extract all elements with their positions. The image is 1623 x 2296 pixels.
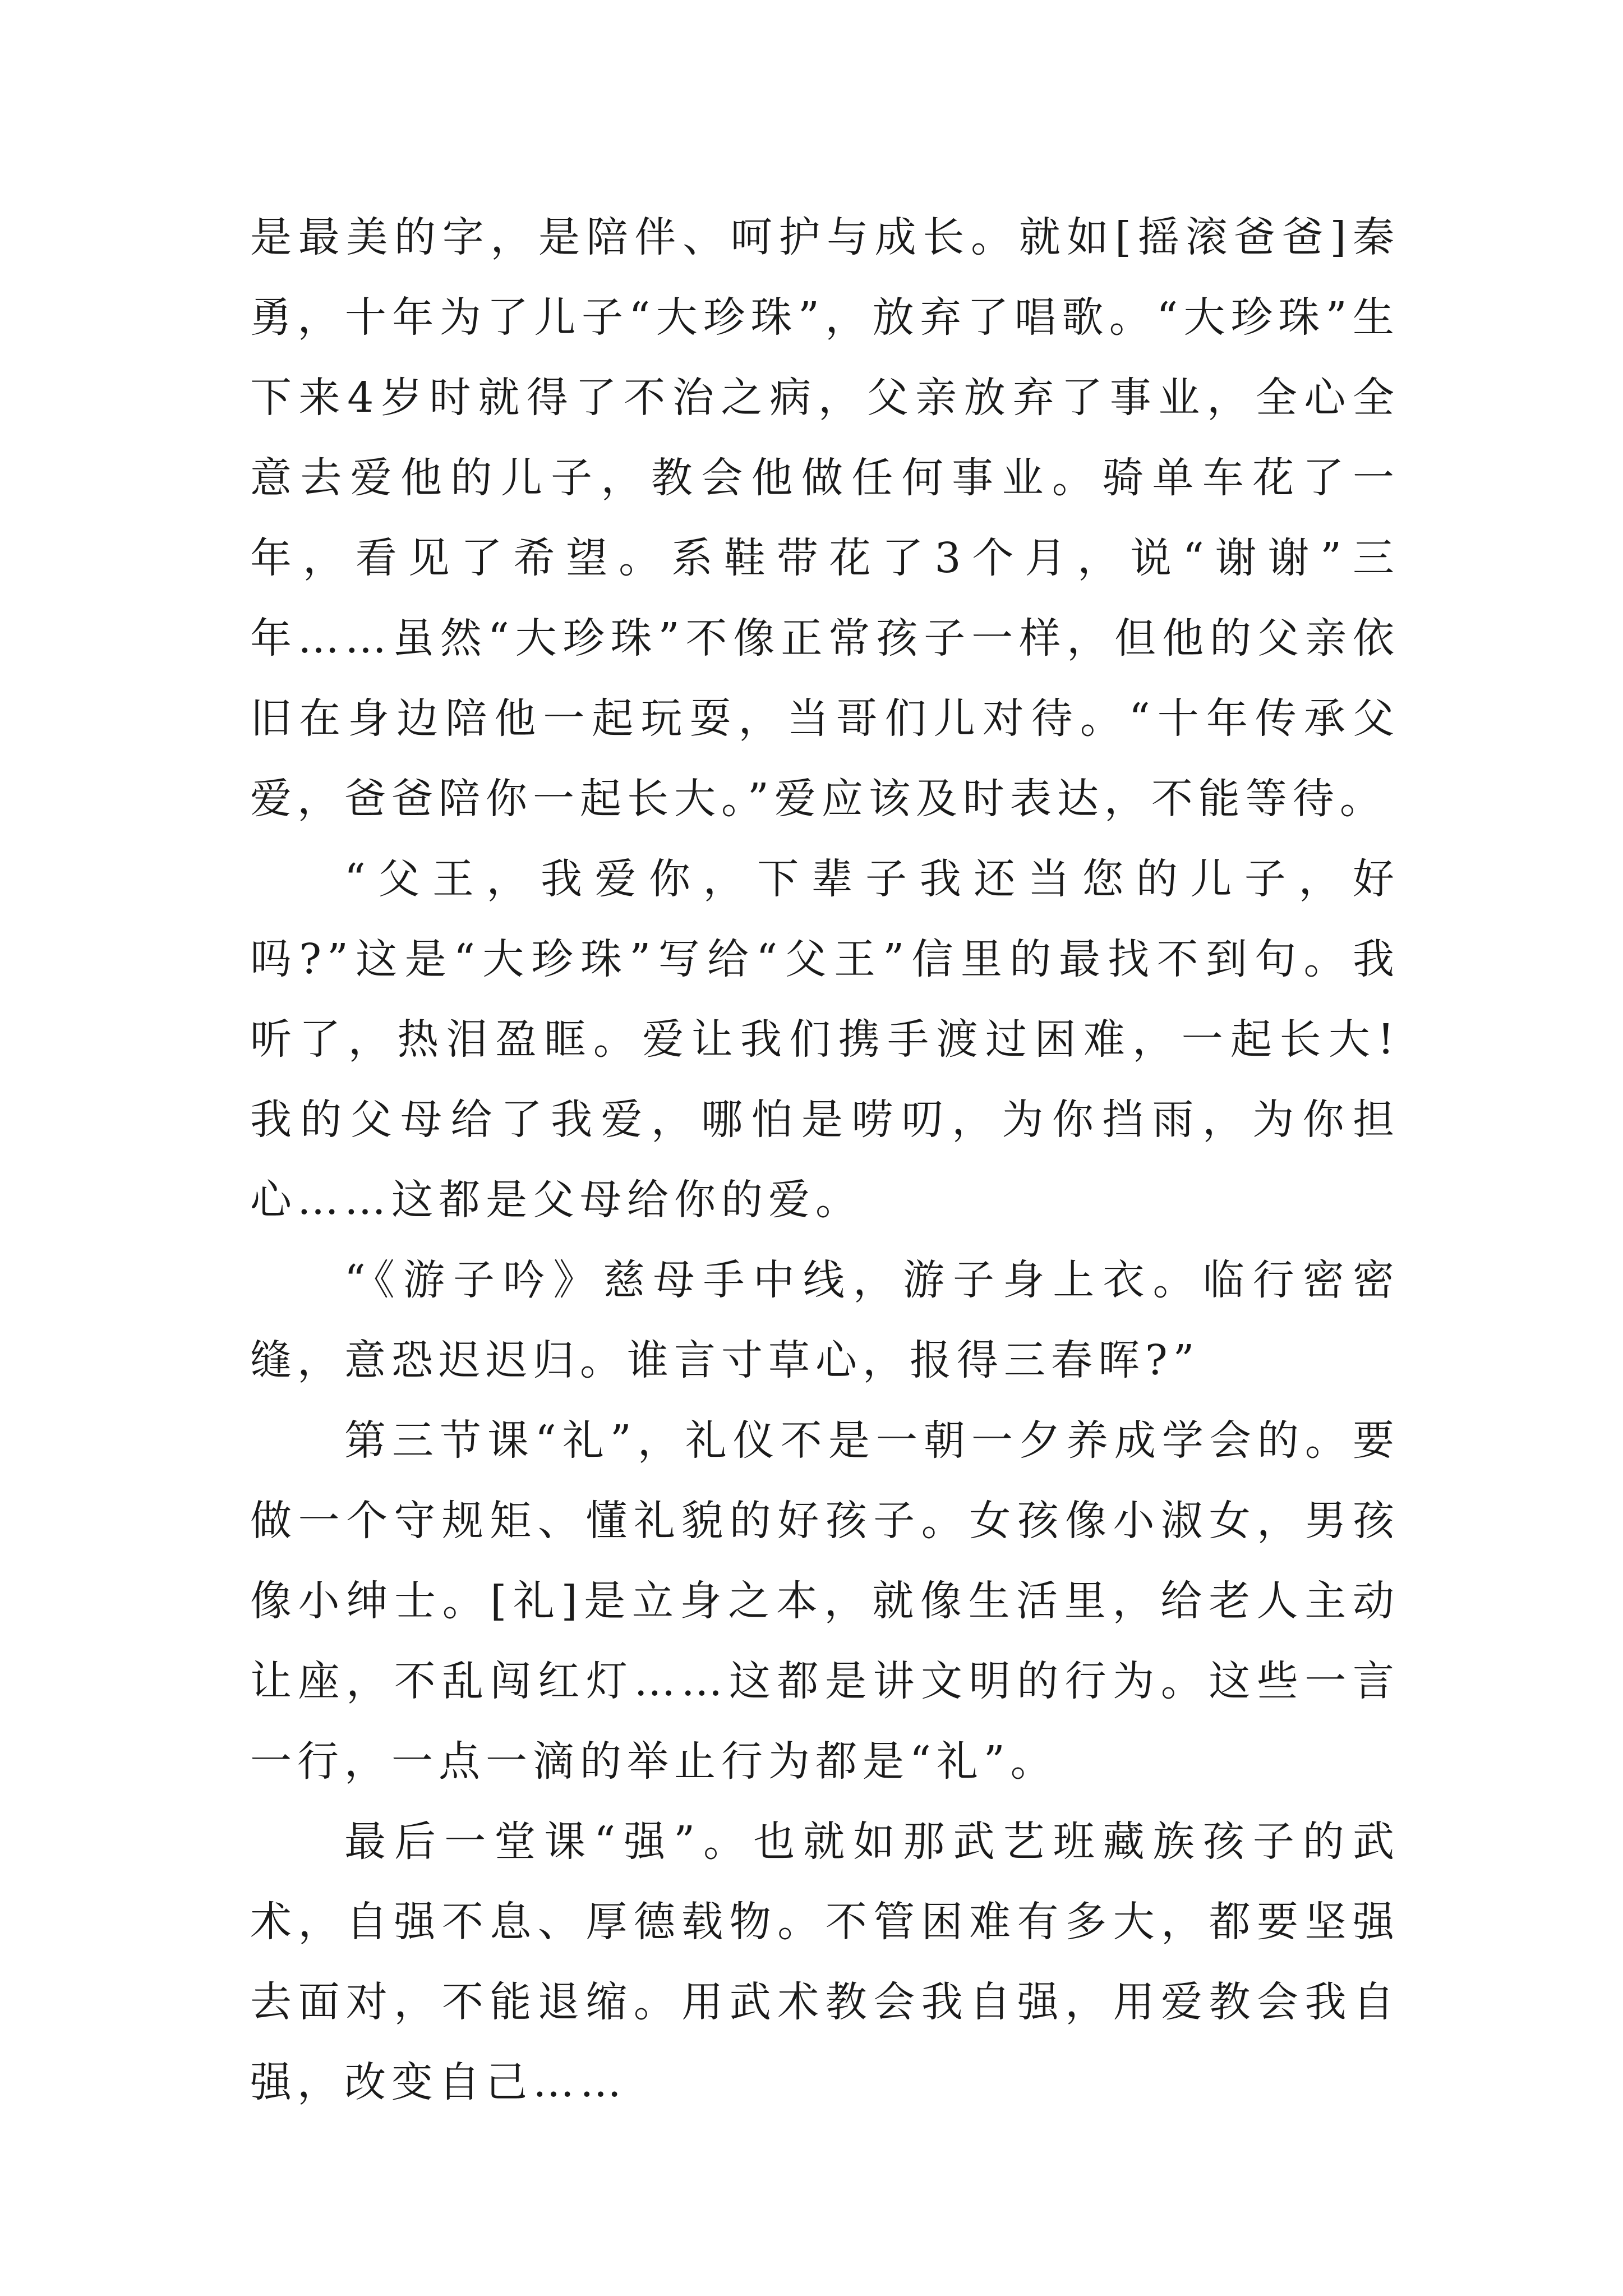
paragraph-lesson-qiang: 最后一堂课“强”。也就如那武艺班藏族孩子的武术，自强不息、厚德载物。不管困难有多大，都要坚强去面对，不能退缩。用武术教会我自强，用爱教会我自强，改变自己…… (250, 1818, 1400, 2106)
paragraph-lesson-li: 第三节课“礼”，礼仪不是一朝一夕养成学会的。要做一个守规矩、懂礼貌的好孩子。女孩像小淑女，男孩像小绅士。[礼]是立身之本，就像生活里，给老人主动让座，不乱闯红灯……这都是讲文明的行为。这些一言一行，一点一滴的举止行为都是“礼”。 (250, 1416, 1400, 1786)
paragraph-letter-quote: “父王，我爱你，下辈子我还当您的儿子，好吗?”这是“大珍珠”写给“父王”信里的最找不到句。我听了，热泪盈眶。爱让我们携手渡过困难，一起长大!我的父母给了我爱，哪怕是唠叨，为你挡雨，为你担心……这都是父母给你的爱。 (250, 855, 1400, 1224)
paragraph-poem: “《游子吟》慈母手中线，游子身上衣。临行密密缝，意恐迟迟归。谁言寸草心，报得三春晖?” (250, 1256, 1400, 1384)
paragraph-continuation: 是最美的字，是陪伴、呵护与成长。就如[摇滚爸爸]秦勇，十年为了儿子“大珍珠”，放弃了唱歌。“大珍珠”生下来4岁时就得了不治之病，父亲放弃了事业，全心全意去爱他的儿子，教会他做任何事业。骑单车花了一年，看见了希望。系鞋带花了3个月，说“谢谢”三年……虽然“大珍珠”不像正常孩子一样，但他的父亲依旧在身边陪他一起玩耍，当哥们儿对待。“十年传承父爱，爸爸陪你一起长大。”爱应该及时表达，不能等待。 (250, 213, 1400, 823)
document-body (250, 197, 1400, 2123)
